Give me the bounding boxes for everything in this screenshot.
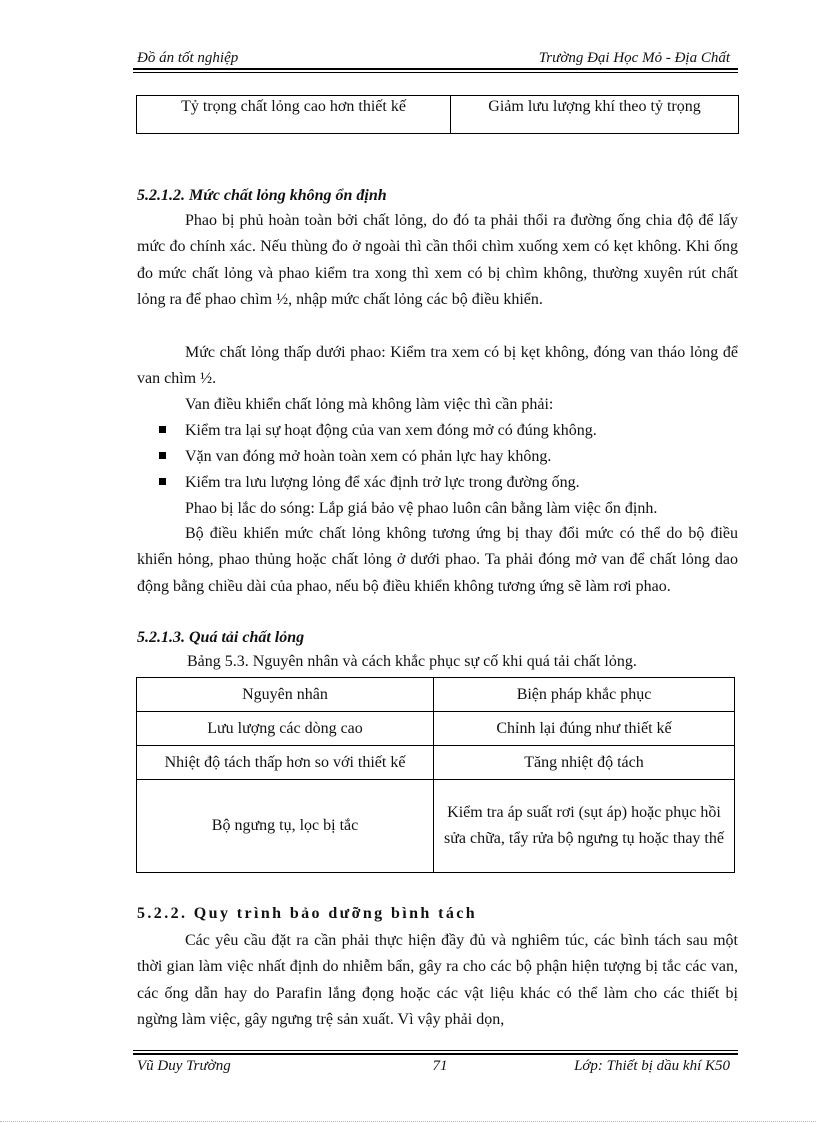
table-header-row bbox=[137, 678, 735, 712]
table-cell: Giảm lưu lượng khí theo tỷ trọng bbox=[451, 96, 739, 134]
table-row bbox=[137, 746, 735, 780]
bullet-item bbox=[137, 444, 738, 470]
table-header-cell: Biện pháp khắc phục bbox=[434, 678, 735, 712]
page-number: 71 bbox=[432, 1058, 448, 1074]
table-row bbox=[137, 96, 739, 134]
page-edge-divider bbox=[0, 1121, 816, 1122]
header-rule bbox=[133, 68, 738, 70]
header-left: Đồ án tốt nghiệp bbox=[137, 50, 239, 66]
bullet-icon bbox=[159, 478, 166, 485]
table-cell: Bộ ngưng tụ, lọc bị tắc bbox=[137, 780, 434, 873]
table-cell: Kiểm tra áp suất rơi (sụt áp) hoặc phục hồi sửa chữa, tẩy rửa bộ ngưng tụ hoặc thay thế bbox=[434, 780, 735, 873]
bullet-text: Kiểm tra lại sự hoạt động của van xem đóng mở có đúng không. bbox=[185, 422, 597, 439]
bullet-item bbox=[137, 470, 738, 496]
footer-rule bbox=[133, 1053, 738, 1055]
bullet-item bbox=[137, 418, 738, 444]
section-title-5213: 5.2.1.3. Quá tải chất lỏng bbox=[137, 629, 305, 646]
paragraph: Phao bị lắc do sóng: Lắp giá bảo vệ phao luôn cân bằng làm việc ổn định. bbox=[185, 500, 658, 517]
footer-author: Vũ Duy Trường bbox=[137, 1058, 231, 1074]
table-row bbox=[137, 712, 735, 746]
table-caption: Bảng 5.3. Nguyên nhân và cách khắc phục sự cố khi quá tải chất lỏng. bbox=[187, 653, 637, 670]
header-rule-thin bbox=[133, 72, 738, 73]
bullet-text: Kiểm tra lưu lượng lỏng để xác định trở lực trong đường ống. bbox=[185, 474, 580, 491]
table-cell: Tỷ trọng chất lỏng cao hơn thiết kế bbox=[137, 96, 451, 134]
header-right: Trường Đại Học Mỏ - Địa Chất bbox=[538, 50, 730, 66]
table-cell: Lưu lượng các dòng cao bbox=[137, 712, 434, 746]
top-table bbox=[136, 95, 739, 134]
bullet-icon bbox=[159, 452, 166, 459]
footer-rule-thin bbox=[133, 1050, 738, 1051]
table-header-cell: Nguyên nhân bbox=[137, 678, 434, 712]
table-row bbox=[137, 780, 735, 873]
paragraph: Bộ điều khiển mức chất lỏng không tương ứng bị thay đổi mức có thể do bộ điều khiển hỏng, phao thủng hoặc chất lỏng ở dưới phao. Ta phải đóng mở van để chất lỏng dao động bằng chiều dài của phao, nếu bộ điều khiển không tương ứng sẽ làm rơi phao. bbox=[137, 525, 738, 595]
table-cell: Chỉnh lại đúng như thiết kế bbox=[434, 712, 735, 746]
paragraph: Van điều khiển chất lỏng mà không làm việc thì cần phải: bbox=[185, 396, 554, 413]
bullet-text: Vặn van đóng mở hoàn toàn xem có phản lực hay không. bbox=[185, 448, 552, 465]
overload-table bbox=[136, 677, 735, 873]
paragraph: Mức chất lỏng thấp dưới phao: Kiểm tra xem có bị kẹt không, đóng van tháo lỏng để van chìm ½. bbox=[137, 344, 738, 388]
section-title-522: 5.2.2. Quy trình bảo dưỡng bình tách bbox=[137, 905, 478, 922]
table-cell: Tăng nhiệt độ tách bbox=[434, 746, 735, 780]
paragraph: Các yêu cầu đặt ra cần phải thực hiện đầy đủ và nghiêm túc, các bình tách sau một thời gian làm việc nhất định do nhiễm bẩn, gây ra cho các bộ phận hiện tượng bị tắc các van, các ống dẫn hay do Parafin lắng đọng hoặc các vật liệu khác có thể làm cho các thiết bị ngừng làm việc, gây ngưng trệ sản xuất. Vì vậy phải dọn, bbox=[137, 932, 738, 1029]
paragraph: Phao bị phủ hoàn toàn bởi chất lỏng, do đó ta phải thổi ra đường ống chia độ để lấy mức đo chính xác. Nếu thùng đo ở ngoài thì cần thổi chìm xuống xem có kẹt không. Khi ống đo mức chất lỏng và phao kiểm tra xong thì xem có bị chìm không, thường xuyên rút chất lỏng ra để phao chìm ½, nhập mức chất lỏng các bộ điều khiển. bbox=[137, 212, 738, 309]
section-title-5212: 5.2.1.2. Mức chất lỏng không ổn định bbox=[137, 187, 387, 204]
bullet-icon bbox=[159, 426, 166, 433]
table-cell: Nhiệt độ tách thấp hơn so với thiết kế bbox=[137, 746, 434, 780]
footer-class: Lớp: Thiết bị dầu khí K50 bbox=[574, 1058, 730, 1074]
